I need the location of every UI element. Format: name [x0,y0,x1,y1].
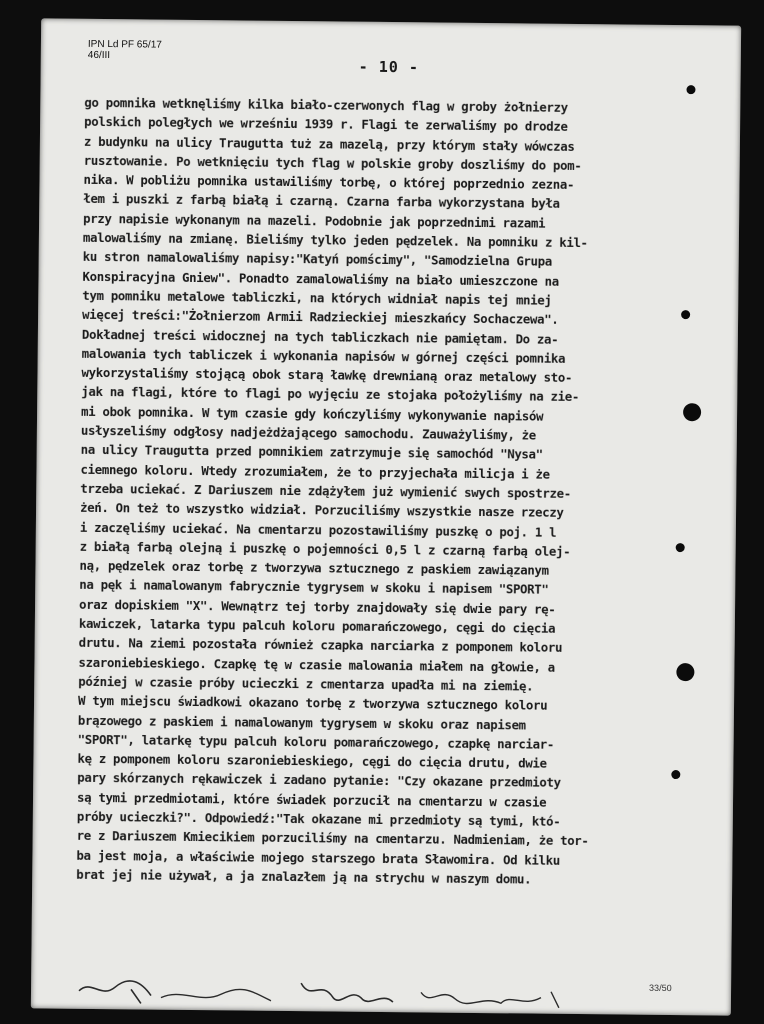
text-line: łem i puszki z farbą białą i czarną. Czarna farba wykorzystana była [83,191,560,212]
text-line: brązowego z paskiem i namalowanym tygrysem w skoku oraz napisem [77,712,526,732]
text-line: ku stron namalowaliśmy napisy:"Katyń pomścimy", "Samodzielna Grupa [82,249,553,270]
text-line: Konspiracyjna Gniew". Ponadto zamalowaliśmy na biało umieszczone na [82,268,559,289]
text-line: i zaczęliśmy uciekać. Na cmentarzu pozostawiliśmy puszkę o poj. 1 l [79,519,557,540]
punch-hole [676,543,685,552]
text-line: tym pomniku metalowe tabliczki, na których widniał napis tej mniej [82,287,552,308]
text-line: wykorzystaliśmy stojącą obok starą ławkę drewnianą oraz metalowy sto- [81,364,573,386]
text-line: na pęk i namalowanym fabrycznie tygrysem w skoku i napisem "SPORT" [79,577,549,598]
text-line: więcej treści:"Żołnierzom Armii Radzieckiej mieszkańcy Sochaczewa". [82,307,559,328]
text-line: szaroniebieskiego. Czapkę tę w czasie malowania miałem na głowie, a [78,654,555,675]
text-line: próby ucieczki?". Odpowiedź:"Tak okazane mi przedmioty są tymi, któ- [76,808,561,829]
punch-hole [683,403,701,421]
text-line: brat jej nie używał, a ja znalazłem ją na strychu w naszym domu. [76,866,532,887]
text-line: z budynku na ulicy Traugutta tuż za mazelą, przy którym stały wówczas [83,133,575,154]
text-line: "SPORT", latarkę typu palcuh koloru pomarańczowego, czapkę narciar- [77,731,555,752]
text-line: Dokładnej treści widocznej na tych tabliczkach nie pamiętam. Do za- [81,326,559,347]
text-line: przy napisie wykonanym na mazeli. Podobnie jak poprzednimi razami [83,210,546,231]
archive-ref-line-1: IPN Ld PF 65/17 [87,38,162,51]
text-line: z białą farbą olejną i puszkę o pojemności 0,5 l z czarną farbą olej- [79,538,571,559]
text-line: rusztowanie. Po wetknięciu tych flag w polskie groby doszliśmy do pom- [83,152,582,173]
text-line: pary skórzanych rękawiczek i zadano pytanie: "Czy okazane przedmioty [77,770,561,791]
text-line: mi obok pomnika. W tym czasie gdy kończyliśmy wykonywanie napisów [81,403,544,424]
punch-hole [671,770,680,779]
text-line: drutu. Na ziemi pozostała również czapka narciarka z pomponem koloru [78,635,563,656]
text-line: później w czasie próby ucieczki z cmentarza upadła mi na ziemię. [78,673,534,694]
archive-ref-line-2: 46/III [87,49,111,62]
punch-hole [686,85,695,94]
text-line: ciemnego koloru. Wtedy zrozumiałem, że to przyjechała milicja i że [80,461,550,482]
text-line: ną, pędzelek oraz torbę z tworzywa sztucznego z paskiem zawiązanym [79,557,549,578]
text-line: usłyszeliśmy odgłosy nadjeżdżającego samochodu. Zauważyliśmy, że [80,422,536,443]
text-line: malowania tych tabliczek i wykonania napisów w górnej części pomnika [81,345,566,366]
text-line: go pomnika wetknęliśmy kilka biało-czerwonych flag w groby żołnierzy [84,94,568,115]
text-line: kawiczek, latarka typu palcuh koloru pomarańczowego, cęgi do cięcia [78,615,556,636]
text-line: W tym miejscu świadkowi okazano torbę z tworzywa sztucznego koloru [77,692,548,713]
text-line: malowaliśmy na zmianę. Bieliśmy tylko jeden pędzelek. Na pomniku z kil- [82,229,588,251]
text-line: kę z pomponem koloru szaroniebieskiego, cęgi do cięcia drutu, dwie [77,750,547,771]
text-line: żeń. On też to wszystko widział. Porzuciliśmy wszystkie nasze rzeczy [80,500,564,521]
page-number: - 10 - [358,57,419,77]
text-line: re z Dariuszem Kmiecikiem porzuciliśmy na cmentarzu. Nadmieniam, że tor- [76,828,589,849]
punch-hole [676,663,694,681]
archive-reference [88,39,162,62]
text-line: jak na flagi, które to flagi po wyjęciu ze stojaka położyliśmy na zie- [81,384,580,405]
text-line: ba jest moja, a właściwie mojego starszego brata Sławomira. Od kilku [76,847,560,868]
text-line: trzeba uciekać. Z Dariuszem nie zdążyłem już wymienić swych spostrze- [80,480,571,501]
page-counter: 33/50 [649,982,672,994]
document-page [31,18,741,1015]
text-line: są tymi przedmiotami, które świadek porzucił na cmentarzu w czasie [76,789,547,810]
text-line: polskich poległych we wrześniu 1939 r. Flagi te zerwaliśmy po drodze [84,114,568,135]
text-line: nika. W pobliżu pomnika ustawiliśmy torbę, o której poprzednio zezna- [83,172,575,193]
handwritten-signatures [71,969,631,1015]
typewritten-text [76,93,704,891]
text-line: oraz dopiskiem "X". Wewnątrz tej torby znajdowały się dwie pary rę- [78,596,556,617]
punch-hole [681,310,690,319]
text-line: na ulicy Traugutta przed pomnikiem zatrzymuje się samochód "Nysa" [80,442,543,462]
